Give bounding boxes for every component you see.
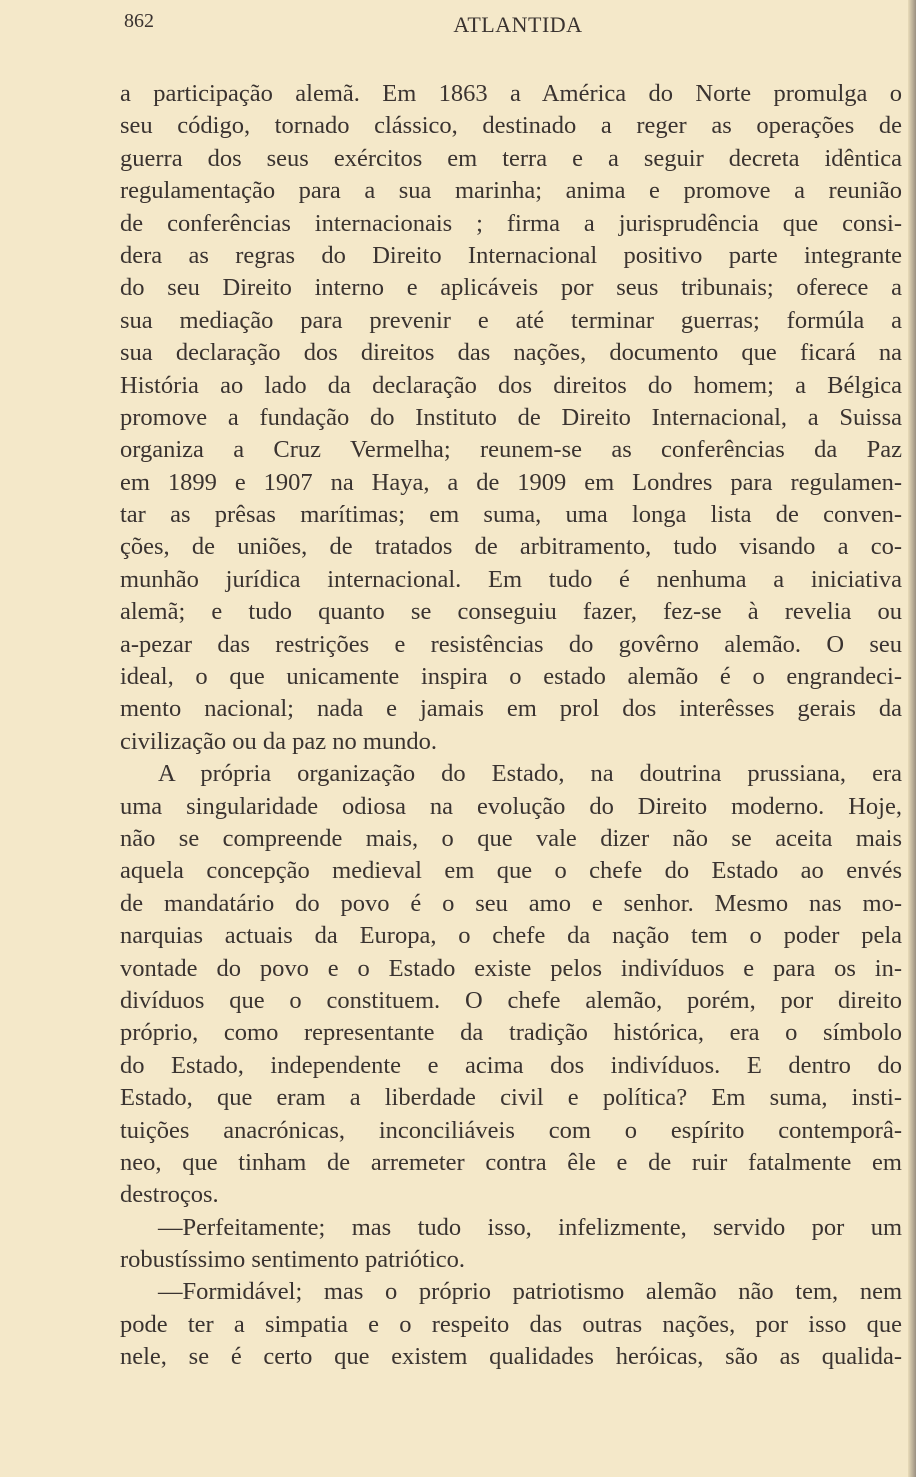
text-line: guerra dos seus exércitos em terra e a seguir decreta idêntica (120, 144, 902, 172)
text-line: organiza a Cruz Vermelha; reunem-se as conferências da Paz (120, 436, 902, 464)
text-line: de mandatário do povo é o seu amo e senhor. Mesmo nas mo- (120, 889, 902, 917)
text-line: a participação alemã. Em 1863 a América do Norte promulga o (120, 80, 902, 107)
text-line: robustíssimo sentimento patriótico. (120, 1246, 466, 1274)
text-line: narquias actuais da Europa, o chefe da nação tem o poder pela (120, 922, 902, 950)
page-edge (908, 0, 916, 1477)
text-line: uma singularidade odiosa na evolução do Direito moderno. Hoje, (120, 792, 902, 820)
text-line: a-pezar das restrições e resistências do govêrno alemão. O seu (120, 630, 902, 658)
body-text (120, 78, 902, 1374)
text-line: A própria organização do Estado, na doutrina prussiana, era (158, 760, 902, 788)
text-line: do seu Direito interno e aplicáveis por seus tribunais; oferece a (120, 274, 902, 302)
text-line: sua declaração dos direitos das nações, documento que ficará na (120, 339, 902, 367)
text-line: mento nacional; nada e jamais em prol dos interêsses gerais da (120, 695, 902, 723)
text-line: em 1899 e 1907 na Haya, a de 1909 em Londres para regulamen- (120, 468, 902, 496)
text-line: próprio, como representante da tradição histórica, era o símbolo (120, 1019, 902, 1047)
text-line: não se compreende mais, o que vale dizer não se aceita mais (120, 824, 902, 852)
text-line: de conferências internacionais ; firma a jurisprudência que consi- (120, 209, 902, 237)
text-line: regulamentação para a sua marinha; anima e promove a reunião (120, 177, 902, 205)
text-line: nele, se é certo que existem qualidades heróicas, são as qualida- (120, 1343, 902, 1371)
text-line: munhão jurídica internacional. Em tudo é nenhuma a iniciativa (120, 565, 902, 593)
text-line: divíduos que o constituem. O chefe alemão, porém, por direito (120, 986, 902, 1014)
text-line: promove a fundação do Instituto de Direito Internacional, a Suissa (120, 403, 902, 431)
text-line: ideal, o que unicamente inspira o estado alemão é o engrandeci- (120, 663, 902, 691)
page-number: 862 (124, 10, 154, 32)
text-line: tuições anacrónicas, inconciliáveis com o espírito contemporâ- (120, 1116, 902, 1144)
text-line: Estado, que eram a liberdade civil e política? Em suma, insti- (120, 1084, 902, 1112)
text-line: tar as prêsas marítimas; em suma, uma longa lista de conven- (120, 501, 902, 529)
text-line: pode ter a simpatia e o respeito das outras nações, por isso que (120, 1310, 902, 1338)
running-title: ATLANTIDA (453, 12, 583, 37)
text-line: alemã; e tudo quanto se conseguiu fazer, fez-se à revelia ou (120, 598, 902, 626)
text-line: História ao lado da declaração dos direitos do homem; a Bélgica (120, 371, 902, 399)
text-line: dera as regras do Direito Internacional positivo parte integrante (120, 241, 902, 269)
text-line: —Perfeitamente; mas tudo isso, infelizmente, servido por um (158, 1213, 902, 1241)
text-line: neo, que tinham de arremeter contra êle e de ruir fatalmente em (120, 1148, 902, 1176)
text-line: destroços. (120, 1181, 219, 1209)
text-line: sua mediação para prevenir e até terminar guerras; formúla a (120, 306, 902, 334)
text-line: —Formidável; mas o próprio patriotismo alemão não tem, nem (158, 1278, 902, 1306)
text-line: seu código, tornado clássico, destinado a reger as operações de (120, 112, 902, 140)
text-line: do Estado, independente e acima dos indivíduos. E dentro do (120, 1051, 902, 1079)
text-line: civilização ou da paz no mundo. (120, 727, 438, 755)
text-line: aquela concepção medieval em que o chefe do Estado ao envés (120, 857, 902, 885)
text-line: vontade do povo e o Estado existe pelos indivíduos e para os in- (120, 954, 902, 982)
text-line: ções, de uniões, de tratados de arbitramento, tudo visando a co- (120, 533, 902, 561)
